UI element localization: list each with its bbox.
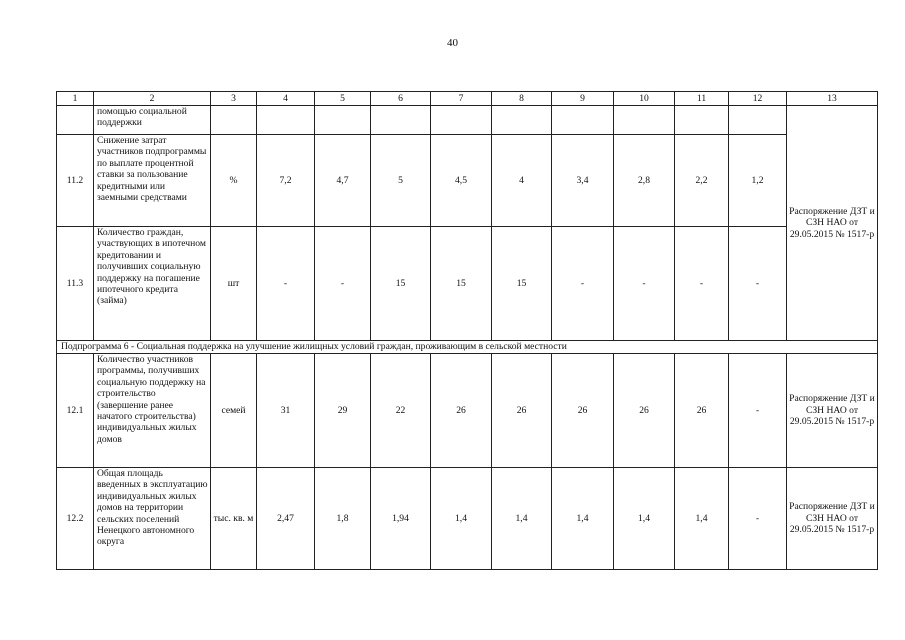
header-cell: 13	[787, 92, 878, 106]
value-cell: 1,4	[431, 468, 492, 570]
source-note: Распоряжение ДЗТ и СЗН НАО от 29.05.2015 № 1517-р	[787, 468, 878, 570]
indicators-table	[56, 91, 878, 570]
value-cell: 2,2	[675, 135, 729, 227]
indicator-description: Количество граждан, участвующих в ипотечном кредитовании и получивших социальную поддержку на погашение ипотечного кредита (займа)	[94, 227, 211, 341]
value-cell	[257, 106, 315, 135]
value-cell: 15	[371, 227, 431, 341]
header-cell: 1	[57, 92, 94, 106]
value-cell: 4	[492, 135, 552, 227]
unit-cell	[211, 106, 257, 135]
subprogram-title: Подпрограмма 6 - Социальная поддержка на улучшение жилищных условий граждан, проживающим в сельской местности	[57, 341, 878, 354]
table-row	[57, 354, 878, 468]
value-cell	[371, 106, 431, 135]
value-cell	[552, 106, 614, 135]
row-number: 12.2	[57, 468, 94, 570]
header-row	[57, 92, 878, 106]
page-number: 40	[447, 37, 458, 49]
value-cell: 1,8	[315, 468, 371, 570]
header-cell: 7	[431, 92, 492, 106]
unit-cell: шт	[211, 227, 257, 341]
value-cell: 29	[315, 354, 371, 468]
value-cell: 3,4	[552, 135, 614, 227]
indicator-description: помощью социальной поддержки	[94, 106, 211, 135]
value-cell	[315, 106, 371, 135]
value-cell: 1,4	[492, 468, 552, 570]
value-cell	[729, 106, 787, 135]
row-number: 12.1	[57, 354, 94, 468]
table-row	[57, 135, 878, 227]
value-cell: -	[614, 227, 675, 341]
header-cell: 3	[211, 92, 257, 106]
value-cell: 31	[257, 354, 315, 468]
value-cell: 1,4	[552, 468, 614, 570]
value-cell: -	[315, 227, 371, 341]
value-cell: 2,8	[614, 135, 675, 227]
value-cell: 4,7	[315, 135, 371, 227]
indicator-description: Снижение затрат участников подпрограммы по выплате процентной ставки за пользование кредитными или заемными средствами	[94, 135, 211, 227]
row-number	[57, 106, 94, 135]
value-cell: 26	[552, 354, 614, 468]
value-cell	[614, 106, 675, 135]
header-cell: 10	[614, 92, 675, 106]
source-note: Распоряжение ДЗТ и СЗН НАО от 29.05.2015 № 1517-р	[787, 106, 878, 341]
value-cell: 22	[371, 354, 431, 468]
value-cell: 1,4	[614, 468, 675, 570]
header-cell: 2	[94, 92, 211, 106]
table-row	[57, 106, 878, 135]
value-cell: 26	[431, 354, 492, 468]
table-row	[57, 227, 878, 341]
value-cell: 26	[614, 354, 675, 468]
value-cell: 1,4	[675, 468, 729, 570]
source-note: Распоряжение ДЗТ и СЗН НАО от 29.05.2015 № 1517-р	[787, 354, 878, 468]
value-cell	[492, 106, 552, 135]
subprogram-row	[57, 341, 878, 354]
value-cell: 1,2	[729, 135, 787, 227]
value-cell: 26	[492, 354, 552, 468]
value-cell: -	[552, 227, 614, 341]
value-cell: -	[257, 227, 315, 341]
value-cell: -	[729, 468, 787, 570]
row-number: 11.3	[57, 227, 94, 341]
indicator-description: Количество участников программы, получивших социальную поддержку на строительство (завершение ранее начатого строительства) индивидуальных жилых домов	[94, 354, 211, 468]
value-cell: 15	[492, 227, 552, 341]
unit-cell: семей	[211, 354, 257, 468]
header-cell: 5	[315, 92, 371, 106]
indicator-description: Общая площадь введенных в эксплуатацию индивидуальных жилых домов на территории сельских поселений Ненецкого автономного округа	[94, 468, 211, 570]
unit-cell: %	[211, 135, 257, 227]
value-cell: 2,47	[257, 468, 315, 570]
value-cell: 4,5	[431, 135, 492, 227]
value-cell: 1,94	[371, 468, 431, 570]
value-cell	[675, 106, 729, 135]
header-cell: 11	[675, 92, 729, 106]
value-cell: -	[729, 354, 787, 468]
table-row	[57, 468, 878, 570]
header-cell: 6	[371, 92, 431, 106]
value-cell: 15	[431, 227, 492, 341]
value-cell: 7,2	[257, 135, 315, 227]
header-cell: 12	[729, 92, 787, 106]
value-cell: -	[675, 227, 729, 341]
header-cell: 8	[492, 92, 552, 106]
value-cell: 5	[371, 135, 431, 227]
value-cell: 26	[675, 354, 729, 468]
value-cell	[431, 106, 492, 135]
header-cell: 9	[552, 92, 614, 106]
value-cell: -	[729, 227, 787, 341]
unit-cell: тыс. кв. м	[211, 468, 257, 570]
header-cell: 4	[257, 92, 315, 106]
row-number: 11.2	[57, 135, 94, 227]
